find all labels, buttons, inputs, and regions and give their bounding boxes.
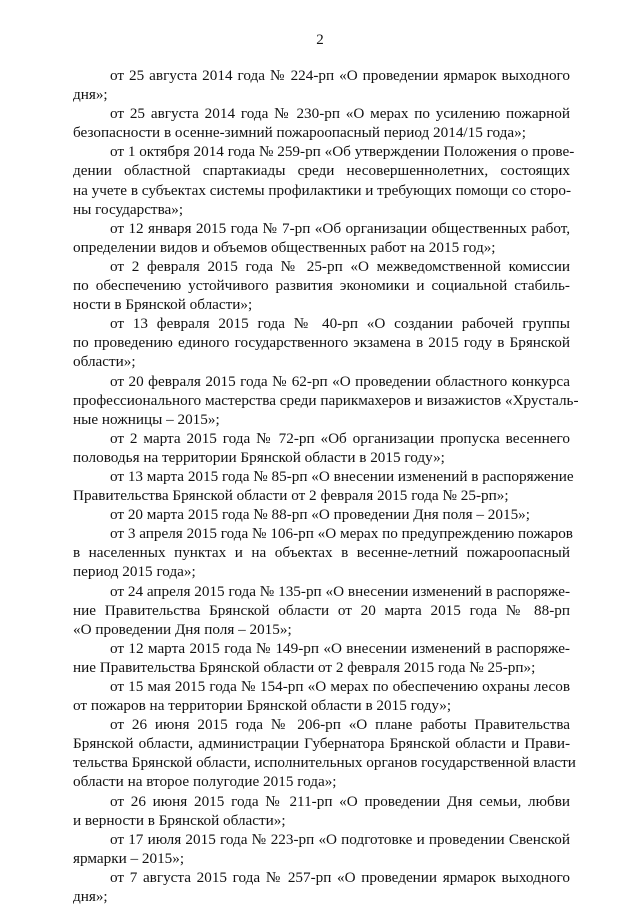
text-line: от 1 октября 2014 года № 259-рп «Об утверждении Положения о прове- <box>110 143 575 161</box>
act-reference-item <box>73 830 570 868</box>
text-line: от 26 июня 2015 года № 206-рп «О плане работы Правительства <box>110 716 570 734</box>
text-line: «О проведении Дня поля – 2015»; <box>73 620 292 638</box>
text-line: от 15 мая 2015 года № 154-рп «О мерах по обеспечению охраны лесов <box>110 678 570 695</box>
act-reference-item <box>73 524 573 581</box>
act-reference-item <box>73 715 576 791</box>
text-line: от 20 февраля 2015 года № 62-рп «О проведении областного конкурса <box>110 372 570 390</box>
text-line: по обеспечению устойчивого развития экономики и социальной стабиль- <box>73 277 570 295</box>
text-line: по проведению единого государственного экзамена в 2015 году в Брянской <box>73 334 570 352</box>
text-line: области на второе полугодие 2015 года»; <box>73 773 337 791</box>
text-line: от 12 января 2015 года № 7-рп «Об организации общественных работ, <box>110 219 570 237</box>
text-line: и верности в Брянской области»; <box>73 811 286 829</box>
act-reference-item <box>73 104 570 142</box>
text-line: безопасности в осенне-зимний пожароопасный период 2014/15 года»; <box>73 124 526 142</box>
act-reference-item <box>73 429 570 467</box>
text-line: от 2 февраля 2015 года № 25-рп «О межведомственной комиссии <box>110 257 570 275</box>
text-line: от 2 марта 2015 года № 72-рп «Об организации пропуска весеннего <box>110 429 570 447</box>
text-line: от пожаров на территории Брянской области в 2015 году»; <box>73 697 452 715</box>
act-reference-item <box>73 505 570 524</box>
act-reference-item <box>73 66 570 104</box>
act-reference-item <box>73 868 570 906</box>
text-line: от 25 августа 2014 года № 230-рп «О мерах по усилению пожарной <box>110 105 570 123</box>
text-line: области»; <box>73 353 136 371</box>
text-line: от 17 июля 2015 года № 223-рп «О подготовке и проведении Свенской <box>110 830 570 848</box>
act-reference-item <box>73 142 575 218</box>
text-line: в населенных пунктах и на объектах в весенне-летний пожароопасный <box>73 544 570 562</box>
text-line: дня»; <box>73 888 108 906</box>
text-line: ны государства»; <box>73 200 184 218</box>
text-line: от 12 марта 2015 года № 149-рп «О внесении изменений в распоряже- <box>110 639 570 657</box>
text-line: ярмарки – 2015»; <box>73 849 185 867</box>
text-line: дня»; <box>73 86 108 104</box>
text-line: определении видов и объемов общественных работ на 2015 год»; <box>73 238 496 256</box>
text-line: от 20 марта 2015 года № 88-рп «О проведении Дня поля – 2015»; <box>110 506 530 524</box>
act-reference-item <box>73 372 579 429</box>
act-reference-item <box>73 467 574 505</box>
act-reference-item <box>73 792 570 830</box>
document-body <box>73 66 579 906</box>
text-line: ние Правительства Брянской области от 2 февраля 2015 года № 25-рп»; <box>73 658 536 676</box>
text-line: на учете в субъектах системы профилактики и требующих помощи со сторо- <box>73 181 572 199</box>
act-reference-item <box>73 582 570 639</box>
text-line: от 26 июня 2015 года № 211-рп «О проведении Дня семьи, любви <box>110 792 570 810</box>
act-reference-item <box>73 219 570 257</box>
text-line: от 13 февраля 2015 года № 40-рп «О создании рабочей группы <box>110 315 570 333</box>
text-line: Брянской области, администрации Губернатора Брянской области и Прави- <box>73 735 570 753</box>
text-line: от 13 марта 2015 года № 85-рп «О внесении изменений в распоряжение <box>110 467 574 485</box>
act-reference-item <box>73 257 570 314</box>
text-line: от 3 апреля 2015 года № 106-рп «О мерах по предупреждению пожаров <box>110 525 573 543</box>
text-line: от 25 августа 2014 года № 224-рп «О проведении ярмарок выходного <box>110 67 570 84</box>
text-line: ние Правительства Брянской области от 20 марта 2015 года № 88-рп <box>73 601 570 619</box>
act-reference-item <box>73 639 570 677</box>
text-line: тельства Брянской области, исполнительных органов государственной власти <box>73 754 576 772</box>
text-line: от 7 августа 2015 года № 257-рп «О проведении ярмарок выходного <box>110 868 570 886</box>
text-line: ные ножницы – 2015»; <box>73 410 220 428</box>
text-line: профессионального мастерства среди парикмахеров и визажистов «Хрусталь- <box>73 391 579 409</box>
text-line: ности в Брянской области»; <box>73 296 253 314</box>
page-number: 2 <box>316 32 324 48</box>
text-line: Правительства Брянской области от 2 февраля 2015 года № 25-рп»; <box>73 487 509 505</box>
text-line: половодья на территории Брянской области в 2015 году»; <box>73 448 445 466</box>
act-reference-item <box>73 314 570 371</box>
text-line: период 2015 года»; <box>73 563 196 581</box>
text-line: от 24 апреля 2015 года № 135-рп «О внесении изменений в распоряже- <box>110 582 570 600</box>
act-reference-item <box>73 677 570 715</box>
text-line: дении областной спартакиады среди несовершеннолетних, состоящих <box>73 162 570 180</box>
